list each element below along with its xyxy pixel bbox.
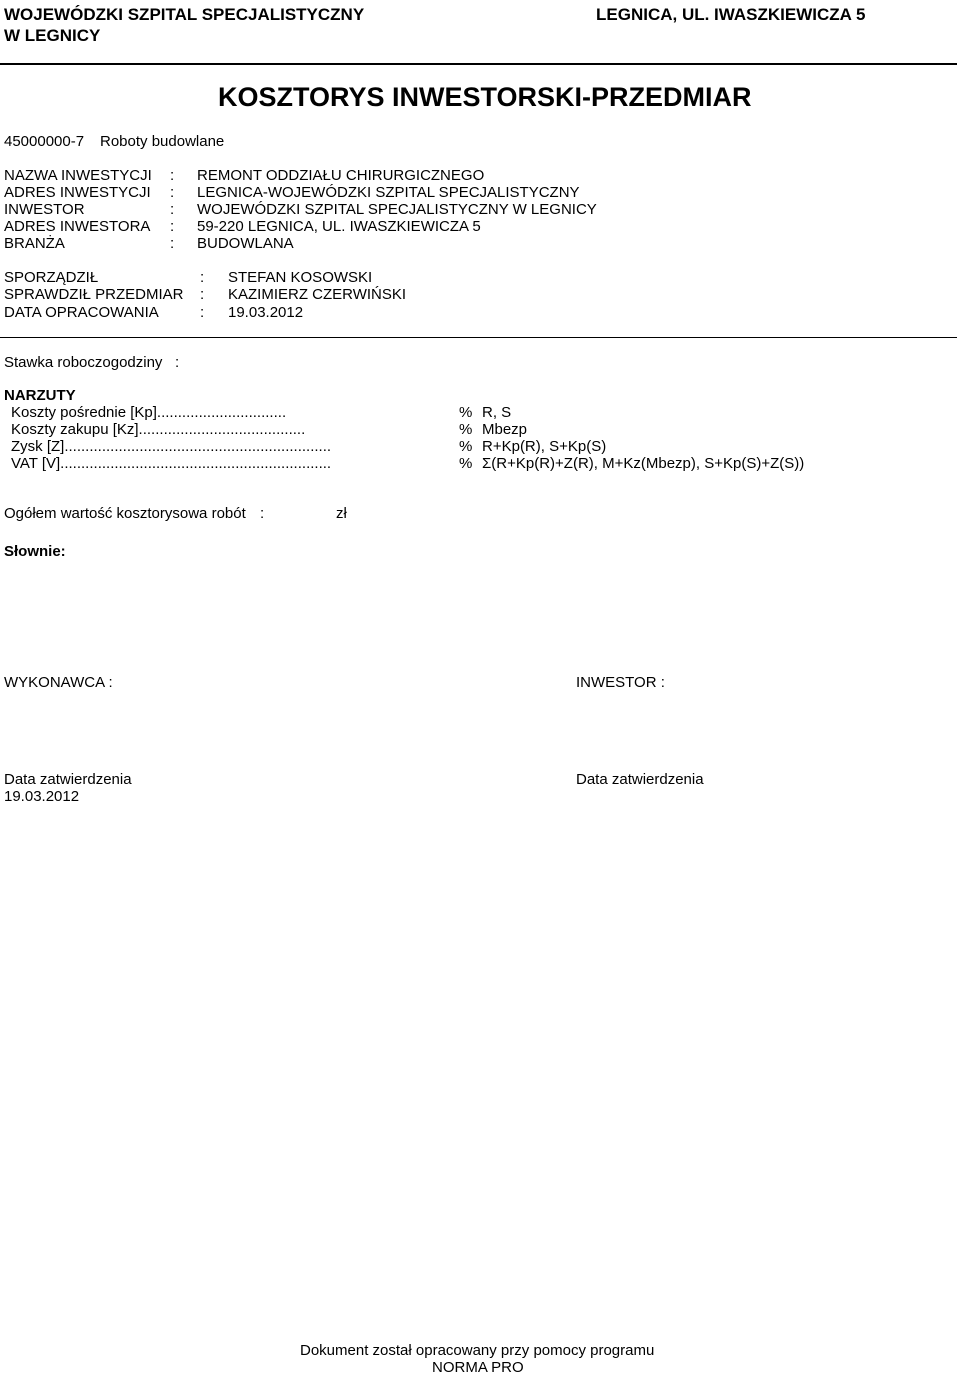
narzut-label: Koszty zakupu [Kz]........................................ [11, 421, 306, 438]
investment-address-value: LEGNICA-WOJEWÓDZKI SZPITAL SPECJALISTYCZNY [197, 184, 580, 201]
narzut-basis: Σ(R+Kp(R)+Z(R), M+Kz(Mbezp), S+Kp(S)+Z(S)) [482, 455, 805, 472]
investor-signature-label: INWESTOR : [576, 674, 665, 691]
prepared-date-label: DATA OPRACOWANIA [4, 304, 159, 321]
narzut-unit: % [459, 421, 473, 438]
checked-by-label: SPRAWDZIŁ PRZEDMIAR [4, 286, 184, 303]
total-sep: : [260, 505, 265, 522]
investment-label: NAZWA INWESTYCJI [4, 167, 152, 184]
prepared-by-value: STEFAN KOSOWSKI [228, 269, 373, 286]
investor-label: INWESTOR [4, 201, 85, 218]
hospital-name-line1: WOJEWÓDZKI SZPITAL SPECJALISTYCZNY [4, 5, 365, 24]
contractor-label: WYKONAWCA : [4, 674, 113, 691]
investment-address-label: ADRES INWESTYCJI [4, 184, 151, 201]
investment-value: REMONT ODDZIAŁU CHIRURGICZNEGO [197, 167, 485, 184]
investment-address-sep: : [170, 184, 175, 201]
hospital-address: LEGNICA, UL. IWASZKIEWICZA 5 [596, 5, 866, 24]
cpv-code: 45000000-7 [4, 133, 85, 150]
investor-address-label: ADRES INWESTORA [4, 218, 151, 235]
narzut-basis: Mbezp [482, 421, 528, 438]
slownie-label: Słownie: [4, 543, 66, 560]
prepared-by-sep: : [200, 269, 205, 286]
narzut-basis: R, S [482, 404, 512, 421]
narzut-label: Koszty pośrednie [Kp]............................... [11, 404, 287, 421]
section-divider [0, 337, 957, 338]
approval-date-left: 19.03.2012 [4, 788, 80, 805]
approval-date-label-left: Data zatwierdzenia [4, 771, 132, 788]
hospital-name-line2: W LEGNICY [4, 26, 101, 45]
investor-address-value: 59-220 LEGNICA, UL. IWASZKIEWICZA 5 [197, 218, 481, 235]
rate-sep: : [175, 354, 180, 371]
narzuty-heading: NARZUTY [4, 387, 76, 404]
prepared-by-label: SPORZĄDZIŁ [4, 269, 99, 286]
total-currency: zł [336, 505, 347, 522]
narzut-unit: % [459, 455, 473, 472]
branch-value: BUDOWLANA [197, 235, 294, 252]
header-divider [0, 63, 957, 65]
rate-label: Stawka roboczogodziny [4, 354, 163, 371]
checked-by-value: KAZIMIERZ CZERWIŃSKI [228, 286, 407, 303]
narzut-unit: % [459, 404, 473, 421]
investor-address-sep: : [170, 218, 175, 235]
prepared-date-sep: : [200, 304, 205, 321]
approval-date-label-right: Data zatwierdzenia [576, 771, 704, 788]
checked-by-sep: : [200, 286, 205, 303]
footer-line1: Dokument został opracowany przy pomocy programu [300, 1342, 655, 1359]
cpv-label: Roboty budowlane [100, 133, 225, 150]
document-title: KOSZTORYS INWESTORSKI-PRZEDMIAR [218, 82, 752, 112]
narzut-label: Zysk [Z]................................................................ [11, 438, 332, 455]
total-label: Ogółem wartość kosztorysowa robót [4, 505, 246, 522]
investor-sep: : [170, 201, 175, 218]
prepared-date-value: 19.03.2012 [228, 304, 304, 321]
narzut-unit: % [459, 438, 473, 455]
investment-sep: : [170, 167, 175, 184]
branch-sep: : [170, 235, 175, 252]
footer-line2: NORMA PRO [432, 1359, 524, 1376]
narzut-basis: R+Kp(R), S+Kp(S) [482, 438, 607, 455]
narzut-label: VAT [V]................................................................. [11, 455, 332, 472]
branch-label: BRANŻA [4, 235, 65, 252]
investor-value: WOJEWÓDZKI SZPITAL SPECJALISTYCZNY W LEGNICY [197, 201, 597, 218]
